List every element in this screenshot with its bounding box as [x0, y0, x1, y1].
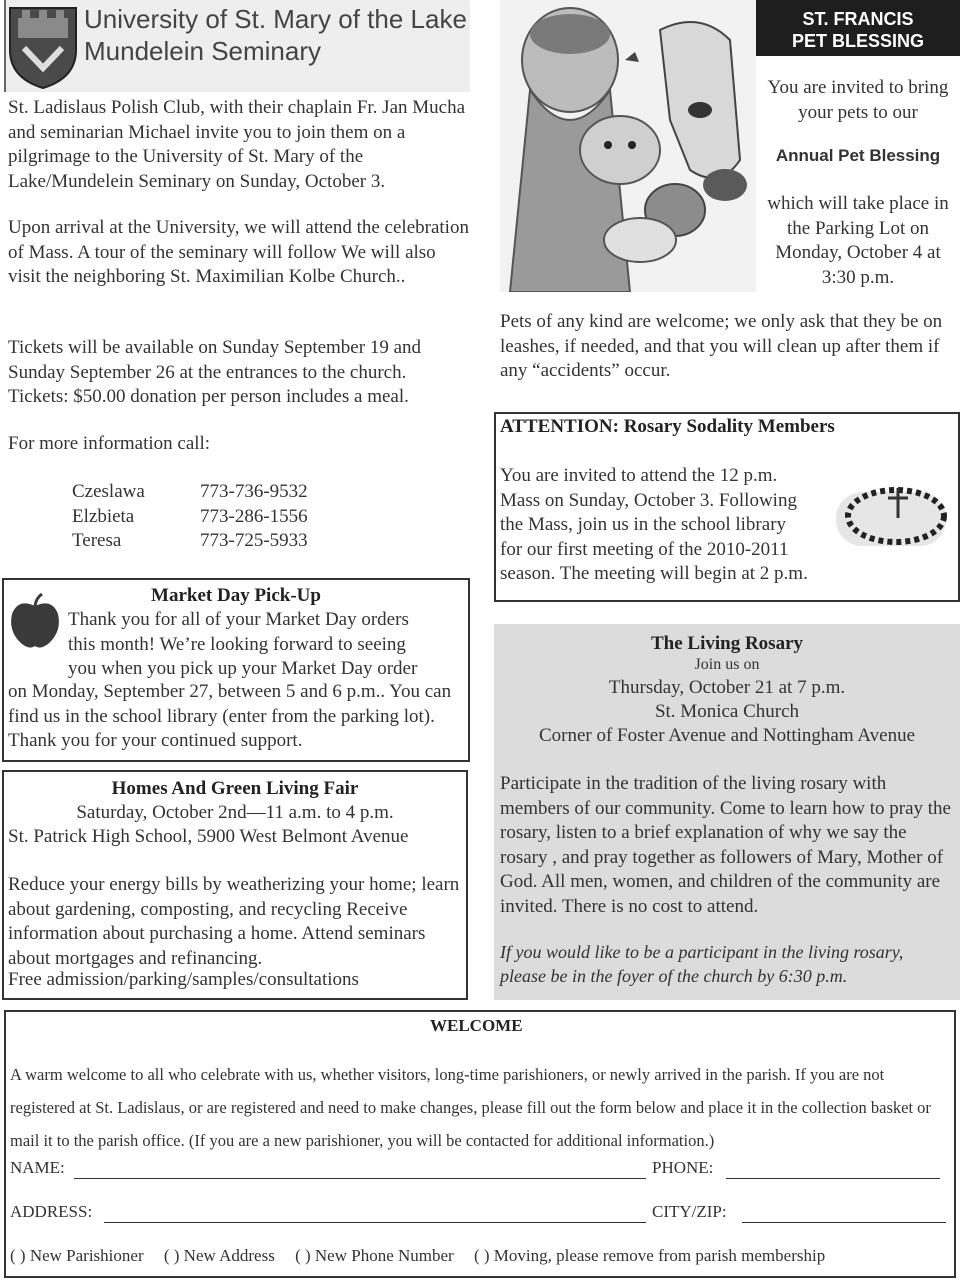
- pet-details: which will take place in the Parking Lot on Monday, October 4 at 3:30 p.m.: [767, 193, 949, 288]
- pet-invite: You are invited to bring your pets to our: [767, 77, 949, 123]
- address-field[interactable]: [104, 1222, 646, 1223]
- living-rosary-participant-note: If you would like to be a participant in the living rosary, please be in the foyer of the church by 6:30 p.m.: [500, 942, 904, 986]
- homes-fair-description: Reduce your energy bills by weatherizing your home; learn about gardening, composting, and recycling Receive information about purchasing a home. Attend seminars about mortgages and refinancing.: [8, 874, 460, 969]
- info-call-label: For more information call:: [8, 433, 211, 454]
- rosary-sodality-text: [500, 464, 840, 587]
- market-day-title: Market Day Pick-Up: [151, 585, 321, 606]
- market-line: you when you pick up your Market Day order: [68, 658, 418, 679]
- rosary-line: season. The meeting will begin at 2 p.m.: [500, 563, 808, 584]
- name-field-row: [10, 1158, 65, 1178]
- contact-name: Czeslawa: [72, 481, 145, 502]
- homes-fair-date: Saturday, October 2nd—11 a.m. to 4 p.m.: [76, 802, 394, 823]
- homes-fair-location: St. Patrick High School, 5900 West Belmont Avenue: [8, 826, 409, 847]
- contact-row: [72, 505, 308, 530]
- phone-field[interactable]: [726, 1178, 940, 1179]
- homes-fair-title: Homes And Green Living Fair: [111, 778, 359, 799]
- market-line: Thank you for all of your Market Day orders: [68, 609, 409, 630]
- living-rosary-location: Corner of Foster Avenue and Nottingham Avenue: [538, 725, 916, 746]
- pilgrimage-tickets: Tickets will be available on Sunday September 19 and Sunday September 26 at the entrances to the church. Tickets: $50.00 donation per person includes a meal.: [8, 337, 421, 407]
- living-rosary-description: Participate in the tradition of the living rosary with members of our community. Come to learn how to pray the rosary, listen to a brief explanation of why we say the rosary , and pray together as followers of Mary, Mother of God. All men, women, and children of the community are invited. There is no cost to attend.: [500, 773, 951, 917]
- living-rosary-church: St. Monica Church: [654, 701, 800, 722]
- pet-title-line1: ST. FRANCIS: [802, 9, 914, 29]
- contact-row: [72, 529, 308, 554]
- pet-event-name: Annual Pet Blessing: [775, 146, 941, 165]
- pet-welcome-text: Pets of any kind are welcome; we only ask that they be on leashes, if needed, and that you will clean up after them if any “accidents” occur.: [500, 311, 943, 381]
- contact-phone: 773-725-5933: [200, 530, 308, 551]
- contact-phone: 773-286-1556: [200, 505, 308, 527]
- welcome-paragraph: A warm welcome to all who celebrate with us, whether visitors, long-time parishioners, or newly arrived in the parish. If you are not registered at St. Ladislaus, or are registered and need to make changes, please fill out the form below and place it in the collection basket or mail it to the parish office. (If you are a new parishioner, you will be contacted for additional information.): [10, 1065, 931, 1150]
- logo-title-line1: University of St. Mary of the Lake: [84, 4, 467, 34]
- rosary-line: Mass on Sunday, October 3. Following: [500, 489, 797, 511]
- contact-name: Teresa: [72, 530, 122, 551]
- option-new-address[interactable]: ( ) New Address: [163, 1246, 275, 1265]
- cityzip-field[interactable]: [742, 1222, 946, 1223]
- rosary-line: You are invited to attend the 12 p.m.: [500, 465, 778, 486]
- crest-icon: [6, 4, 80, 90]
- name-field[interactable]: [74, 1178, 646, 1179]
- logo-title-line2: Mundelein Seminary: [84, 36, 322, 66]
- homes-fair-free: Free admission/parking/samples/consultations: [8, 969, 359, 990]
- contact-list: [72, 480, 308, 554]
- market-day-details: on Monday, September 27, between 5 and 6 p.m.. You can find us in the school library (enter from the parking lot). Thank you for your continued support.: [8, 681, 452, 751]
- rosary-line: the Mass, join us in the school library: [500, 514, 787, 535]
- option-new-parishioner[interactable]: ( ) New Parishioner: [10, 1246, 144, 1265]
- registration-options: [10, 1246, 954, 1266]
- market-line: this month! We’re looking forward to seeing: [68, 633, 406, 655]
- option-moving[interactable]: ( ) Moving, please remove from parish membership: [473, 1246, 826, 1265]
- pet-title-line2: PET BLESSING: [791, 31, 925, 51]
- contact-name: Elzbieta: [72, 505, 135, 527]
- address-label: ADDRESS:: [10, 1202, 93, 1221]
- market-day-intro: [68, 608, 468, 682]
- phone-label: PHONE:: [652, 1158, 714, 1177]
- st-francis-illustration: [500, 0, 756, 292]
- cityzip-label: CITY/ZIP:: [652, 1202, 727, 1221]
- contact-phone: 773-736-9532: [200, 481, 308, 502]
- pet-blessing-title: [756, 0, 960, 56]
- option-new-phone[interactable]: ( ) New Phone Number: [295, 1246, 454, 1265]
- welcome-title: WELCOME: [430, 1016, 523, 1035]
- pilgrimage-mass-tour: Upon arrival at the University, we will attend the celebration of Mass. A tour of the seminary will follow We will also visit the neighboring St. Maximilian Kolbe Church..: [8, 217, 469, 287]
- living-rosary-join: Join us on: [694, 656, 760, 673]
- rosary-beads-icon: [836, 478, 954, 556]
- rosary-line: for our first meeting of the 2010-2011: [500, 538, 789, 560]
- contact-row: [72, 480, 308, 505]
- pilgrimage-intro: St. Ladislaus Polish Club, with their chaplain Fr. Jan Mucha and seminarian Michael invite you to join them on a pilgrimage to the University of St. Mary of the Lake/Mundelein Seminary on Sunday, October 3.: [8, 97, 466, 192]
- rosary-sodality-title: ATTENTION: Rosary Sodality Members: [500, 416, 835, 437]
- name-label: NAME:: [10, 1158, 65, 1177]
- living-rosary-date: Thursday, October 21 at 7 p.m.: [608, 677, 846, 698]
- living-rosary-title: The Living Rosary: [650, 633, 804, 654]
